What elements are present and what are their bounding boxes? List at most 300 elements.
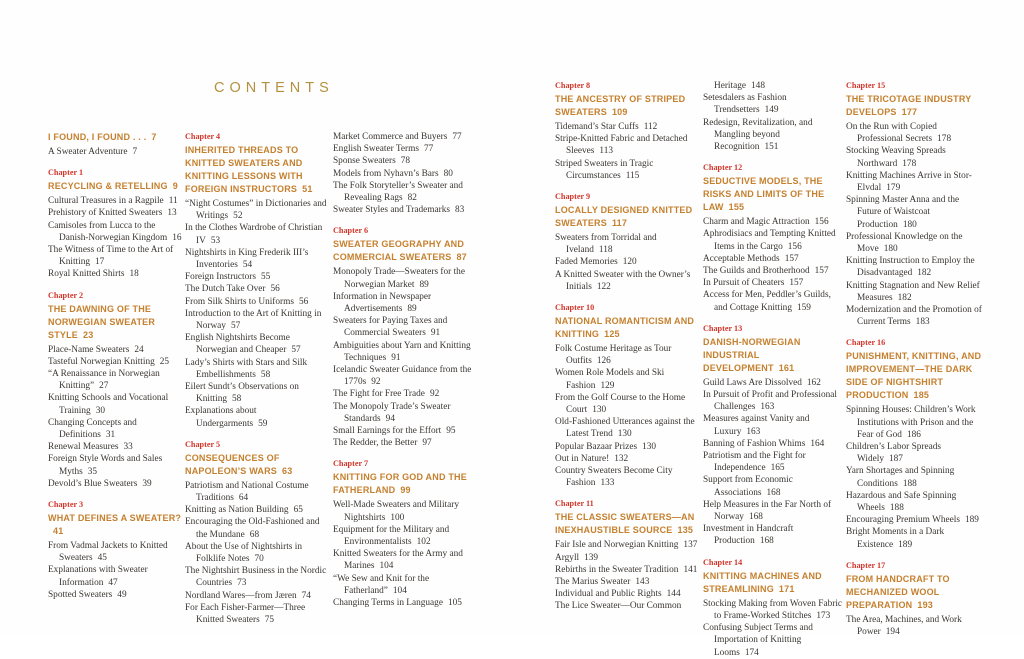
page-number: 49 — [117, 589, 127, 600]
toc-entry-text: Foreign Instructors — [185, 272, 257, 283]
toc-entry-text: Sweaters for Paying Taxes and Commercial Sweaters — [333, 316, 448, 339]
toc-entry — [555, 416, 698, 440]
toc-entry — [185, 602, 328, 626]
toc-column-5 — [703, 80, 844, 659]
toc-entry-text: WHAT DEFINES A SWEATER? — [48, 513, 182, 524]
page-number: 161 — [778, 362, 795, 373]
toc-entry — [846, 255, 982, 279]
chapter-label-text: Chapter 14 — [703, 557, 743, 567]
page-number: 56 — [299, 296, 309, 307]
toc-entry — [555, 441, 698, 453]
toc-entry-text: DANISH-NORWEGIAN INDUSTRIAL DEVELOPMENT — [703, 336, 801, 373]
chapter-label-text: Chapter 9 — [555, 192, 591, 202]
toc-entry-text: Popular Bazaar Prizes — [555, 441, 638, 452]
page-number: 135 — [677, 525, 694, 536]
toc-entry-text: Heritage — [714, 81, 747, 91]
chapter-title — [846, 350, 982, 402]
toc-entry-text: The Monopoly Trade’s Sweater Standards — [333, 401, 451, 424]
chapter-label — [48, 499, 185, 510]
page-number: 82 — [407, 193, 417, 204]
page-number: 182 — [917, 268, 932, 279]
toc-entry — [48, 195, 185, 207]
page-number: 64 — [238, 493, 249, 504]
toc-entry-text: KNITTING MACHINES AND STREAMLINING — [703, 570, 822, 594]
page-number: 83 — [454, 205, 465, 216]
toc-entry-text: English Sweater Terms — [333, 144, 419, 155]
page-number: 168 — [766, 487, 781, 498]
page-number: 92 — [429, 389, 440, 400]
page-number: 182 — [897, 292, 912, 303]
page-number: 157 — [789, 278, 804, 289]
toc-entry-text: The Area, Machines, and Work Power — [846, 614, 962, 638]
page-number: 94 — [385, 413, 395, 424]
toc-entry-text: The Witness of Time to the Art of Knitting — [48, 245, 174, 268]
toc-entry — [185, 405, 328, 429]
toc-entry-text: The Lice Sweater—Our Common — [555, 601, 682, 612]
toc-entry-text: Knitted Sweaters for the Army and Marines — [333, 549, 463, 572]
page-number: 35 — [87, 466, 98, 477]
toc-entry — [555, 552, 698, 564]
page-number: 23 — [83, 329, 94, 340]
toc-entry — [703, 80, 844, 92]
page-number: 70 — [254, 554, 264, 565]
toc-entry-text: Icelandic Sweater Guidance from the 1770s — [333, 365, 472, 388]
page-number: 95 — [446, 426, 456, 437]
toc-entry — [333, 597, 476, 609]
page-number: 188 — [902, 478, 917, 489]
toc-entry-text: Place-Name Sweaters — [48, 344, 130, 355]
page-number: 180 — [902, 219, 917, 230]
page-number: 7 — [151, 132, 157, 142]
toc-entry — [48, 564, 185, 588]
page-number: 148 — [751, 81, 765, 91]
toc-entry-text: Encouraging Premium Wheels — [846, 515, 960, 526]
page-number: 120 — [622, 257, 637, 268]
toc-entry — [333, 168, 476, 180]
toc-entry-text: Bright Moments in a Dark Existence — [846, 527, 945, 550]
toc-entry — [333, 401, 476, 425]
page-number: 177 — [901, 107, 918, 117]
toc-entry — [703, 450, 844, 474]
toc-entry — [333, 437, 476, 449]
toc-entry-text: The Fight for Free Trade — [333, 389, 425, 400]
toc-entry-text: CONSEQUENCES OF NAPOLEON’S WARS — [185, 452, 280, 476]
toc-entry-text: English Nightshirts Become Norwegian and Cheaper — [185, 333, 290, 356]
toc-column-1 — [48, 131, 185, 601]
chapter-title — [555, 511, 698, 537]
toc-entry — [333, 425, 476, 437]
toc-entry-text: From Silk Shirts to Uniforms — [185, 296, 294, 307]
toc-entry-text: Nightshirts in King Frederik III’s Inventories — [185, 247, 309, 271]
page-number: 65 — [293, 505, 303, 516]
toc-entry-text: Guild Laws Are Dissolved — [703, 377, 802, 388]
toc-entry — [846, 614, 982, 638]
toc-entry — [185, 308, 328, 332]
toc-entry — [333, 340, 476, 364]
chapter-label-text: Chapter 8 — [555, 81, 591, 90]
toc-column-6 — [846, 80, 982, 638]
toc-entry — [846, 404, 982, 441]
page-number: 54 — [242, 260, 253, 271]
page-number: 162 — [806, 377, 821, 388]
toc-entry — [185, 480, 328, 504]
toc-entry-text: Tasteful Norwegian Knitting — [48, 356, 155, 367]
chapter-label-text: Chapter 17 — [846, 560, 886, 570]
chapter-label-text: Chapter 10 — [555, 303, 595, 313]
page-number: 45 — [97, 553, 107, 564]
toc-entry-text: Well-Made Sweaters and Military Nightshirts — [333, 500, 460, 523]
toc-entry-text: Investment in Handcraft Production — [703, 524, 794, 547]
toc-entry-text: Spotted Sweaters — [48, 589, 113, 600]
toc-entry-text: Introduction to the Art of Knitting in Norway — [185, 308, 322, 332]
chapter-title — [846, 573, 982, 612]
toc-entry — [703, 289, 844, 313]
toc-entry — [48, 207, 185, 219]
toc-entry — [333, 204, 476, 216]
page-number: 189 — [898, 539, 913, 550]
chapter-label — [703, 162, 844, 173]
page-number: 144 — [666, 589, 681, 600]
toc-entry-text: Old-Fashioned Utterances against the Latest Trend — [555, 417, 695, 440]
toc-entry-text: FROM HANDCRAFT TO MECHANIZED WOOL PREPARATION — [846, 573, 950, 610]
chapter-label-text: Chapter 7 — [333, 459, 369, 469]
toc-entry — [48, 589, 185, 601]
toc-entry — [48, 344, 185, 356]
page-number: 57 — [291, 345, 301, 356]
page-number: 27 — [99, 381, 109, 392]
toc-entry-text: SEDUCTIVE MODELS, THE RISKS AND LIMITS OF THE LAW — [703, 176, 825, 213]
toc-entry — [185, 296, 328, 308]
toc-entry — [555, 343, 698, 367]
toc-entry-text: On the Run with Copied Professional Secrets — [846, 122, 937, 145]
chapter-title — [846, 93, 982, 119]
page-number: 118 — [598, 245, 613, 256]
chapter-title — [333, 471, 476, 497]
toc-entry — [48, 368, 185, 392]
page-number: 99 — [400, 485, 411, 496]
toc-entry-text: Acceptable Methods — [703, 253, 780, 264]
toc-entry-text: The Dutch Take Over — [185, 284, 266, 295]
page-number: 193 — [917, 599, 933, 610]
toc-entry — [48, 392, 185, 416]
toc-entry — [333, 364, 476, 388]
toc-entry — [555, 600, 698, 612]
toc-column-3 — [333, 131, 476, 609]
page-number: 91 — [391, 352, 401, 363]
toc-entry-text: The Guilds and Brotherhood — [703, 266, 810, 277]
page-number: 122 — [596, 281, 611, 292]
page-number: 58 — [260, 369, 271, 380]
page-number: 188 — [889, 503, 904, 514]
page-number: 186 — [906, 429, 921, 440]
toc-entry-text: I FOUND, I FOUND . . . — [48, 132, 147, 142]
page-number: 13 — [167, 208, 177, 219]
toc-entry — [703, 622, 844, 659]
toc-entry-text: Spinning Houses: Children’s Work Institutions with Prison and the Fear of God — [846, 405, 976, 440]
chapter-label — [703, 323, 844, 334]
page-number: 52 — [233, 211, 243, 222]
toc-entry-text: Fair Isle and Norwegian Knitting — [555, 540, 679, 551]
toc-entry-text: For Each Fisher-Farmer—Three Knitted Sweaters — [185, 602, 306, 626]
toc-entry — [703, 117, 844, 154]
page-number: 91 — [430, 328, 441, 339]
toc-entry-text: Prehistory of Knitted Sweaters — [48, 208, 163, 219]
chapter-title — [703, 570, 844, 596]
toc-entry-text: Folk Costume Heritage as Tour Outfits — [555, 344, 672, 367]
toc-entry — [555, 256, 698, 268]
page-number: 25 — [159, 356, 170, 367]
toc-entry-text: Redesign, Revitalization, and Mangling beyond Recognition — [703, 117, 813, 153]
toc-entry-text: Setesdalers as Fashion Trendsetters — [703, 93, 787, 116]
toc-entry — [333, 388, 476, 400]
page-number: 137 — [683, 540, 698, 551]
toc-entry-text: Measures against Vanity and Luxury — [703, 414, 810, 437]
toc-entry-text: Help Measures in the Far North of Norway — [703, 499, 832, 523]
toc-entry — [185, 198, 328, 222]
chapter-title — [555, 204, 698, 230]
chapter-title — [185, 452, 328, 478]
chapter-label-text: Chapter 13 — [703, 323, 743, 333]
page-number: 73 — [237, 578, 247, 589]
chapter-label-text: Chapter 16 — [846, 338, 886, 348]
page-number: 168 — [759, 536, 774, 547]
toc-entry — [846, 526, 982, 550]
toc-entry — [555, 453, 698, 465]
page-number: 51 — [302, 184, 313, 194]
toc-entry — [185, 504, 328, 516]
toc-entry-text: Explanations about Undergarments — [185, 406, 257, 429]
page-number: 180 — [883, 244, 898, 255]
page-number: 173 — [816, 610, 831, 621]
toc-entry — [48, 356, 185, 368]
toc-entry — [333, 548, 476, 572]
page-number: 125 — [604, 329, 620, 340]
toc-entry-text: Models from Nyhavn’s Bars — [333, 168, 439, 179]
page-number: 63 — [282, 465, 293, 476]
toc-entry — [703, 499, 844, 523]
toc-entry-text: Equipment for the Military and Environmentalists — [333, 524, 450, 548]
page-number: 39 — [142, 478, 152, 489]
toc-entry — [555, 539, 698, 551]
page-number: 130 — [592, 405, 607, 416]
chapter-title — [333, 238, 476, 264]
page-number: 18 — [129, 269, 139, 280]
toc-entry-text: KNITTING FOR GOD AND THE FATHERLAND — [333, 472, 467, 496]
toc-entry — [846, 465, 982, 489]
toc-entry — [185, 590, 328, 602]
toc-entry-text: Sweaters from Torridal and Iveland — [555, 233, 657, 256]
toc-entry — [185, 222, 328, 246]
toc-entry-text: In Pursuit of Cheaters — [703, 278, 785, 289]
toc-entry-text: Hazardous and Safe Spinning Wheels — [846, 490, 957, 514]
page-number: 75 — [264, 615, 275, 626]
toc-entry — [333, 266, 476, 290]
page-number: 68 — [249, 529, 260, 540]
toc-entry-text: The Redder, the Better — [333, 438, 418, 449]
page-number: 57 — [230, 321, 241, 332]
toc-entry — [48, 540, 185, 564]
page-number: 133 — [600, 478, 615, 489]
page-number: 80 — [443, 168, 453, 179]
toc-entry — [555, 576, 698, 588]
chapter-label — [703, 557, 844, 568]
toc-entry — [846, 304, 982, 328]
toc-column-4 — [555, 80, 698, 613]
toc-entry — [333, 155, 476, 167]
page-number: 74 — [301, 590, 311, 601]
page-number: 24 — [134, 344, 144, 355]
toc-entry — [555, 392, 698, 416]
page-number: 117 — [611, 218, 628, 229]
toc-entry-text: NATIONAL ROMANTICISM AND KNITTING — [555, 316, 695, 340]
toc-entry-text: From Vadmal Jackets to Knitted Sweaters — [48, 541, 168, 564]
toc-entry — [48, 244, 185, 268]
toc-entry-text: In the Clothes Wardrobe of Christian IV — [185, 223, 323, 246]
toc-entry-text: Eilert Sundt’s Observations on Knitting — [185, 382, 299, 405]
page-number: 155 — [728, 202, 745, 213]
toc-entry-text: Children’s Labor Spreads Widely — [846, 442, 942, 465]
toc-entry-text: Individual and Public Rights — [555, 589, 662, 600]
toc-entry — [846, 194, 982, 231]
page-number: 126 — [596, 356, 611, 367]
page-number: 143 — [635, 577, 650, 588]
toc-entry — [333, 131, 476, 143]
page-number: 183 — [915, 317, 930, 328]
toc-entry-text: In Pursuit of Profit and Professional Challenges — [703, 390, 838, 413]
toc-entry — [48, 441, 185, 453]
toc-entry-text: The Nightshirt Business in the Nordic Countries — [185, 566, 327, 589]
toc-entry — [185, 516, 328, 540]
page-number: 178 — [902, 158, 917, 169]
toc-entry-text: Nordland Wares—from Jæren — [185, 590, 297, 601]
toc-entry-text: PUNISHMENT, KNITTING, AND IMPROVEMENT—THE DARK SIDE OF NIGHTSHIRT PRODUCTION — [846, 351, 982, 401]
page-number: 194 — [885, 627, 900, 638]
toc-entry-text: SWEATER GEOGRAPHY AND COMMERCIAL SWEATERS — [333, 239, 465, 263]
chapter-label — [48, 167, 185, 178]
toc-entry-text: LOCALLY DESIGNED KNITTED SWEATERS — [555, 205, 693, 229]
toc-entry-text: THE CLASSIC SWEATERS—AN INEXHAUSTIBLE SOURCE — [555, 512, 695, 536]
toc-entry — [846, 231, 982, 255]
chapter-label — [48, 290, 185, 301]
toc-entry-text: Cultural Treasures in a Ragpile — [48, 196, 164, 207]
toc-entry — [185, 541, 328, 565]
toc-entry-text: A Sweater Adventure — [48, 147, 128, 157]
toc-entry — [846, 490, 982, 514]
page-number: 78 — [400, 156, 411, 167]
toc-entry-text: Knitting Machines Arrive in Stor-Elvdal — [846, 170, 972, 194]
toc-entry-text: Women Role Models and Ski Fashion — [555, 368, 665, 391]
chapter-label-text: Chapter 2 — [48, 290, 84, 300]
toc-entry — [555, 232, 698, 256]
toc-entry — [703, 598, 844, 622]
page-number: 174 — [744, 647, 759, 658]
chapter-label-text: Chapter 11 — [555, 499, 594, 509]
chapter-title — [48, 303, 185, 342]
toc-entry-text: Faded Memories — [555, 257, 618, 268]
page-number: 151 — [764, 142, 779, 153]
toc-entry-text: Country Sweaters Become City Fashion — [555, 466, 673, 489]
toc-entry-text: THE TRICOTAGE INDUSTRY DEVELOPS — [846, 94, 972, 117]
page-number: 9 — [172, 181, 178, 192]
toc-entry — [555, 465, 698, 489]
chapter-title — [48, 512, 185, 538]
toc-entry-text: THE DAWNING OF THE NORWEGIAN SWEATER STYLE — [48, 303, 156, 340]
toc-entry-text: From the Golf Course to the Home Court — [555, 392, 686, 416]
toc-entry-text: INHERITED THREADS TO KNITTED SWEATERS AND KNITTING LESSONS WITH FOREIGN INSTRUCTORS — [185, 145, 303, 194]
page-number: 112 — [643, 122, 658, 132]
toc-entry-text: Changing Concepts and Definitions — [48, 417, 137, 441]
toc-entry — [846, 441, 982, 465]
toc-entry-text: Stocking Making from Woven Fabric to Frame-Worked Stitches — [703, 598, 843, 621]
toc-entry-text: Patriotism and the Fight for Independence — [703, 451, 806, 474]
toc-entry-text: Sponse Sweaters — [333, 156, 396, 167]
toc-entry-text: Striped Sweaters in Tragic Circumstances — [555, 158, 654, 181]
toc-entry — [703, 438, 844, 450]
page-number: 89 — [419, 279, 429, 290]
page-number: 163 — [760, 402, 775, 413]
toc-entry-text: Monopoly Trade—Sweaters for the Norwegian Market — [333, 267, 465, 290]
toc-entry-text: Modernization and the Promotion of Current Terms — [846, 305, 982, 328]
toc-entry-text: Encouraging the Old-Fashioned and the Mundane — [185, 517, 320, 540]
toc-entry — [555, 269, 698, 293]
toc-entry — [48, 453, 185, 477]
toc-entry — [703, 377, 844, 389]
page-number: 100 — [390, 512, 405, 523]
toc-entry-text: “We Sew and Knit for the Fatherland” — [333, 573, 430, 596]
toc-entry — [185, 565, 328, 589]
chapter-title — [555, 93, 698, 119]
toc-entry — [846, 170, 982, 194]
toc-entry — [333, 143, 476, 155]
page-number: 102 — [416, 537, 431, 548]
toc-entry-text: Support from Economic Associations — [703, 475, 793, 498]
toc-entry-text: Knitting Schools and Vocational Training — [48, 393, 169, 416]
toc-entry-text: THE ANCESTRY OF STRIPED SWEATERS — [555, 94, 686, 117]
toc-entry — [846, 514, 982, 526]
toc-entry — [333, 573, 476, 597]
toc-entry — [555, 158, 698, 182]
page-number: 156 — [787, 241, 802, 252]
toc-entry — [185, 283, 328, 295]
toc-entry — [48, 146, 185, 158]
page-number: 30 — [95, 405, 105, 416]
toc-entry-text: Spinning Master Anna and the Future of Waistcoat Production — [846, 195, 960, 230]
page-number: 53 — [210, 235, 221, 246]
toc-entry — [846, 145, 982, 169]
page-number: 109 — [611, 107, 628, 117]
chapter-label-text: Chapter 15 — [846, 81, 886, 90]
toc-entry — [333, 499, 476, 523]
toc-entry — [703, 228, 844, 252]
chapter-title — [48, 131, 185, 144]
chapter-label — [555, 80, 698, 91]
page-number: 77 — [423, 144, 434, 155]
page-number: 157 — [814, 266, 829, 277]
toc-entry-text: Knitting Instruction to Employ the Disadvantaged — [846, 256, 975, 279]
toc-entry — [333, 291, 476, 315]
toc-entry-text: Renewal Measures — [48, 442, 119, 453]
page-number: 185 — [913, 390, 930, 401]
chapter-label — [846, 560, 982, 571]
page-number: 47 — [108, 577, 118, 588]
page-number: 168 — [748, 512, 763, 523]
toc-entry-text: Explanations with Sweater Information — [48, 565, 148, 588]
toc-entry-text: Foreign Style Words and Sales Myths — [48, 454, 163, 477]
toc-entry — [703, 265, 844, 277]
toc-entry-text: Small Earnings for the Effort — [333, 426, 442, 437]
page-number: 178 — [937, 134, 952, 145]
page-number: 141 — [683, 564, 698, 575]
